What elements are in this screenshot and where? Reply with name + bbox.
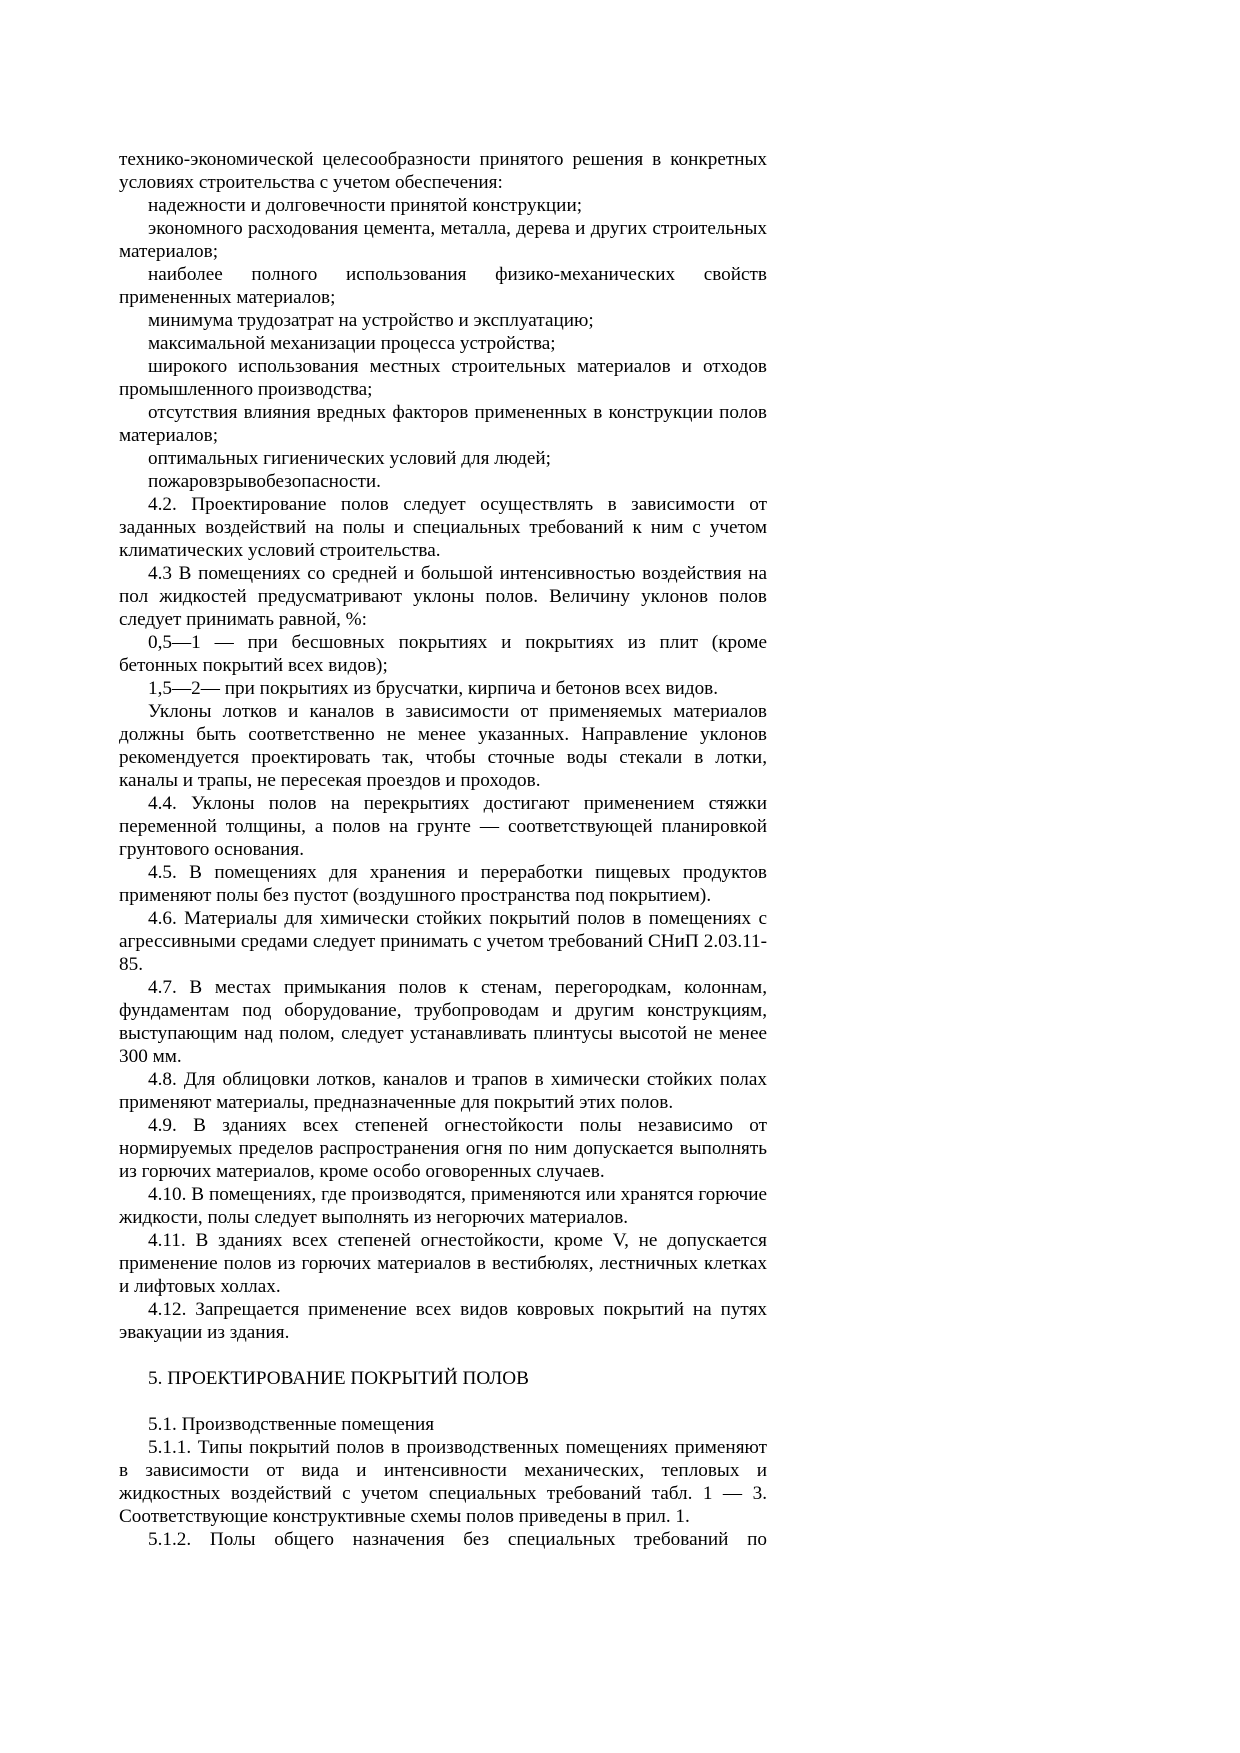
list-item: 1,5—2— при покрытиях из брусчатки, кирпича и бетонов всех видов. [148,678,719,699]
list-item: 0,5—1 — при бесшовных покрытиях и покрытиях из плит (кроме бетонных покрытий всех видов); [119,632,767,676]
section-heading: 5. ПРОЕКТИРОВАНИЕ ПОКРЫТИЙ ПОЛОВ [148,1368,529,1389]
list-item: широкого использования местных строительных материалов и отходов промышленного производства; [119,356,767,400]
clause-4-3: 4.3 В помещениях со средней и большой интенсивностью воздействия на пол жидкостей предусматривают уклоны полов. Величину уклонов полов следует принимать равной, %: [119,563,767,630]
list-item: надежности и долговечности принятой конструкции; [148,195,583,216]
spacer [119,1390,767,1413]
clause-4-4: 4.4. Уклоны полов на перекрытиях достигают применением стяжки переменной толщины, а полов на грунте — соответствующей планировкой грунтового основания. [119,793,767,860]
paragraph: технико-экономической целесообразности принятого решения в конкретных условиях строительства с учетом обеспечения: [119,149,767,193]
list-item: отсутствия влияния вредных факторов примененных в конструкции полов материалов; [119,402,767,446]
paragraph: Уклоны лотков и каналов в зависимости от применяемых материалов должны быть соответственно не менее указанных. Направление уклонов рекомендуется проектировать так, чтобы сточные воды стекали в лотки, каналы и трапы, не пересекая проездов и проходов. [119,701,767,791]
list-item: максимальной механизации процесса устройства; [148,333,556,354]
list-item: наиболее полного использования физико-механических свойств примененных материалов; [119,264,767,308]
clause-4-2: 4.2. Проектирование полов следует осуществлять в зависимости от заданных воздействий на полы и специальных требований к ним с учетом климатических условий строительства. [119,494,767,561]
spacer [119,1344,767,1367]
clause-4-9: 4.9. В зданиях всех степеней огнестойкости полы независимо от нормируемых пределов распространения огня по ним допускается выполнять из горючих материалов, кроме особо оговоренных случаев. [119,1115,767,1182]
clause-5-1-1: 5.1.1. Типы покрытий полов в производственных помещениях применяют в зависимости от вида и интенсивности механических, тепловых и жидкостных воздействий с учетом специальных требований табл. 1 — 3. Соответствующие конструктивные схемы полов приведены в прил. 1. [119,1437,767,1527]
clause-5-1-2: 5.1.2. Полы общего назначения без специальных требований по [148,1529,767,1550]
clause-4-10: 4.10. В помещениях, где производятся, применяются или хранятся горючие жидкости, полы следует выполнять из негорючих материалов. [119,1184,767,1228]
list-item: оптимальных гигиенических условий для людей; [148,448,552,469]
clause-4-5: 4.5. В помещениях для хранения и переработки пищевых продуктов применяют полы без пустот (воздушного пространства под покрытием). [119,862,767,906]
clause-4-7: 4.7. В местах примыкания полов к стенам, перегородкам, колоннам, фундаментам под оборудование, трубопроводам и другим конструкциям, выступающим над полом, следует устанавливать плинтусы высотой не менее 300 мм. [119,977,767,1067]
list-item: минимума трудозатрат на устройство и эксплуатацию; [148,310,594,331]
clause-4-12: 4.12. Запрещается применение всех видов ковровых покрытий на путях эвакуации из здания. [119,1299,767,1343]
subsection-heading: 5.1. Производственные помещения [148,1414,435,1435]
clause-4-6: 4.6. Материалы для химически стойких покрытий полов в помещениях с агрессивными средами следует принимать с учетом требований СНиП 2.03.11-85. [119,908,767,975]
clause-4-11: 4.11. В зданиях всех степеней огнестойкости, кроме V, не допускается применение полов из горючих материалов в вестибюлях, лестничных клетках и лифтовых холлах. [119,1230,767,1297]
document-page [119,148,767,1551]
list-item: экономного расходования цемента, металла, дерева и других строительных материалов; [119,218,767,262]
list-item: пожаровзрывобезопасности. [148,471,381,492]
clause-4-8: 4.8. Для облицовки лотков, каналов и трапов в химически стойких полах применяют материалы, предназначенные для покрытий этих полов. [119,1069,767,1113]
